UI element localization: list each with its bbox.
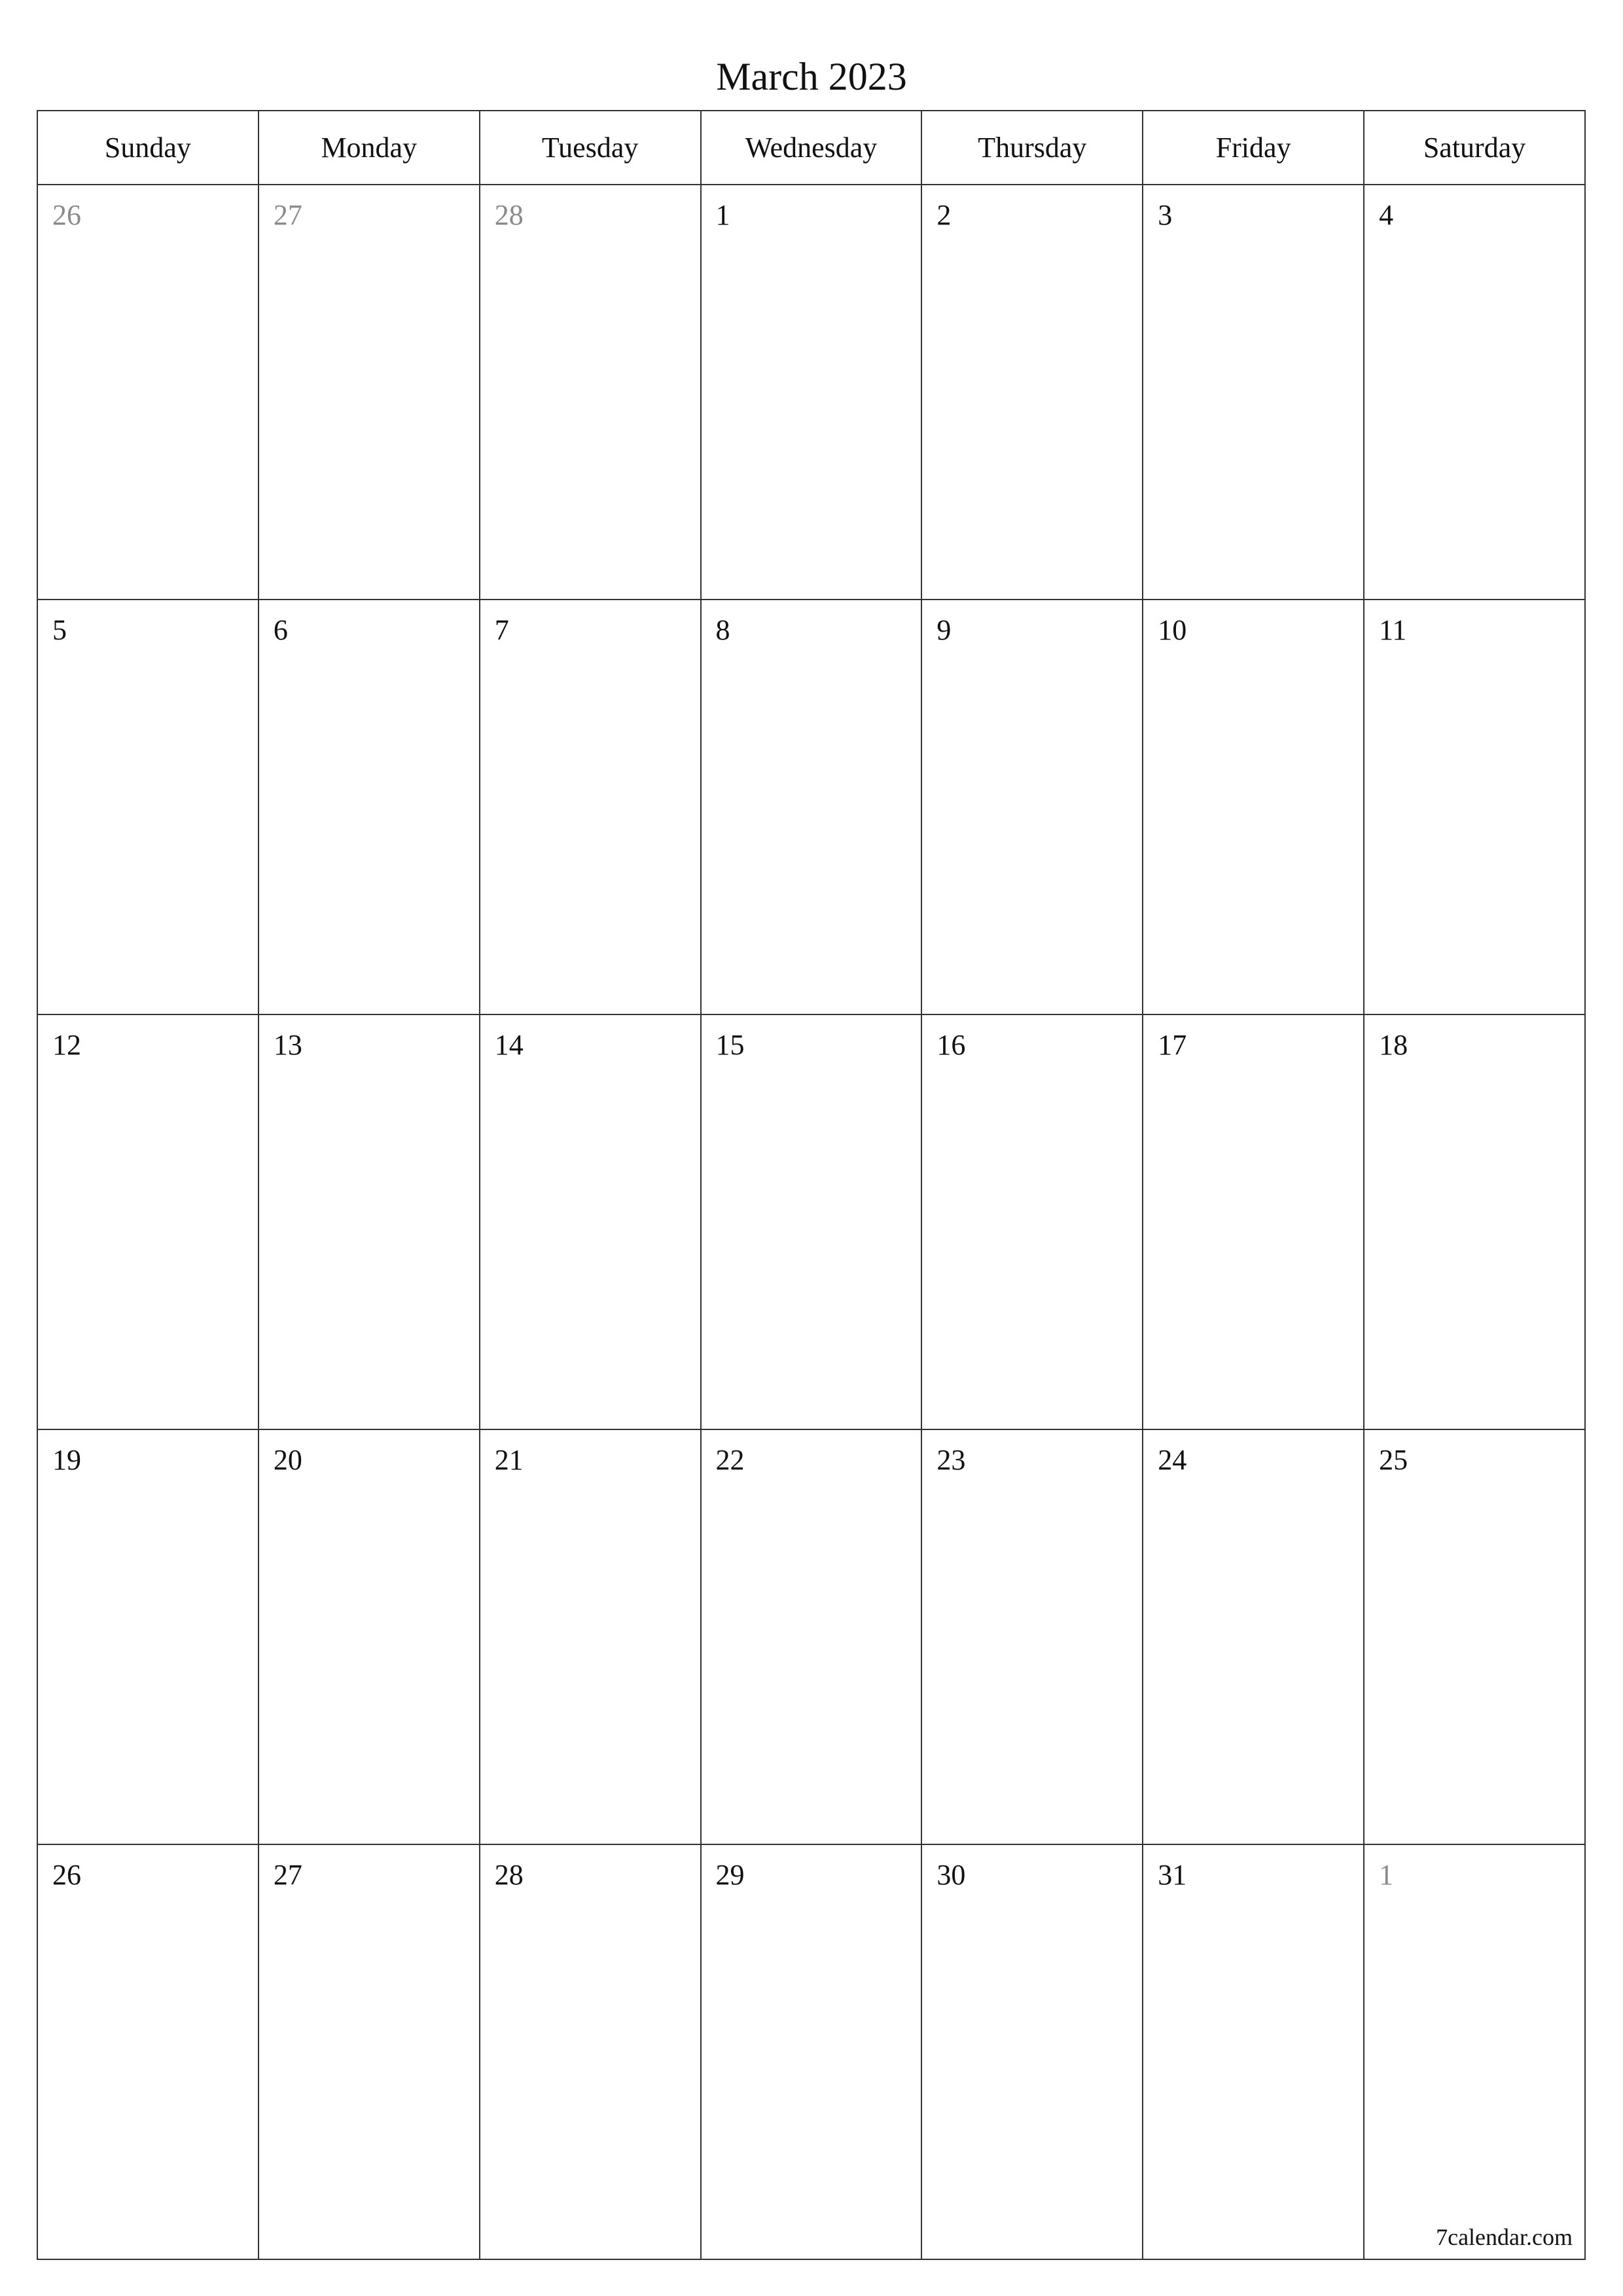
day-number: 6 [273, 614, 288, 646]
day-cell[interactable] [259, 185, 480, 600]
day-cell[interactable] [1364, 1844, 1585, 2259]
week-row [37, 185, 1585, 600]
day-cell[interactable] [1143, 600, 1364, 1014]
day-cell[interactable] [701, 1844, 922, 2259]
day-cell[interactable] [480, 1014, 701, 1429]
day-number: 31 [1158, 1859, 1187, 1891]
weekday-header-monday: Monday [259, 111, 480, 185]
day-cell[interactable] [921, 1014, 1143, 1429]
week-row [37, 600, 1585, 1014]
weekday-header-friday: Friday [1143, 111, 1364, 185]
day-number: 27 [273, 1859, 302, 1891]
day-number: 27 [273, 199, 302, 231]
day-number: 15 [715, 1029, 745, 1061]
day-cell[interactable] [259, 600, 480, 1014]
day-number: 1 [1379, 1859, 1394, 1891]
day-number: 19 [52, 1444, 81, 1476]
day-number: 26 [52, 199, 81, 231]
day-number: 2 [936, 199, 952, 231]
day-cell[interactable] [1143, 1429, 1364, 1844]
day-cell[interactable] [921, 1429, 1143, 1844]
weekday-header-tuesday: Tuesday [480, 111, 701, 185]
calendar-grid [37, 110, 1586, 2260]
day-number: 23 [936, 1444, 966, 1476]
weekday-header-saturday: Saturday [1364, 111, 1585, 185]
day-number: 25 [1379, 1444, 1408, 1476]
day-number: 4 [1379, 199, 1394, 231]
day-cell[interactable] [259, 1844, 480, 2259]
day-cell[interactable] [1143, 1844, 1364, 2259]
day-cell[interactable] [1143, 185, 1364, 600]
week-row [37, 1429, 1585, 1844]
day-cell[interactable] [1364, 1014, 1585, 1429]
day-cell[interactable] [259, 1014, 480, 1429]
day-cell[interactable] [37, 600, 259, 1014]
weekday-header-row [37, 111, 1585, 185]
day-number: 28 [494, 199, 524, 231]
day-number: 22 [715, 1444, 745, 1476]
day-cell[interactable] [1364, 1429, 1585, 1844]
weekday-header-thursday: Thursday [921, 111, 1143, 185]
day-cell[interactable] [480, 1429, 701, 1844]
day-number: 7 [494, 614, 509, 646]
day-number: 24 [1158, 1444, 1187, 1476]
day-cell[interactable] [701, 1429, 922, 1844]
day-number: 18 [1379, 1029, 1408, 1061]
day-number: 10 [1158, 614, 1187, 646]
day-cell[interactable] [480, 600, 701, 1014]
day-number: 3 [1158, 199, 1173, 231]
day-number: 20 [273, 1444, 302, 1476]
weekday-header-sunday: Sunday [37, 111, 259, 185]
day-number: 13 [273, 1029, 302, 1061]
day-cell[interactable] [480, 185, 701, 600]
day-number: 30 [936, 1859, 966, 1891]
day-number: 1 [715, 199, 730, 231]
day-number: 8 [715, 614, 730, 646]
week-row [37, 1844, 1585, 2259]
day-number: 17 [1158, 1029, 1187, 1061]
day-cell[interactable] [1364, 600, 1585, 1014]
day-number: 26 [52, 1859, 81, 1891]
footer-credit: 7calendar.com [1436, 2224, 1573, 2250]
day-number: 14 [494, 1029, 524, 1061]
day-cell[interactable] [701, 185, 922, 600]
day-number: 29 [715, 1859, 745, 1891]
day-cell[interactable] [1364, 185, 1585, 600]
day-number: 12 [52, 1029, 81, 1061]
day-cell[interactable] [921, 1844, 1143, 2259]
day-number: 28 [494, 1859, 524, 1891]
day-cell[interactable] [921, 600, 1143, 1014]
day-number: 11 [1379, 614, 1407, 646]
day-cell[interactable] [259, 1429, 480, 1844]
day-cell[interactable] [701, 1014, 922, 1429]
day-cell[interactable] [37, 1014, 259, 1429]
day-cell[interactable] [921, 185, 1143, 600]
day-cell[interactable] [37, 185, 259, 600]
day-cell[interactable] [1143, 1014, 1364, 1429]
day-number: 21 [494, 1444, 524, 1476]
day-cell[interactable] [701, 600, 922, 1014]
day-cell[interactable] [37, 1429, 259, 1844]
day-number: 9 [936, 614, 952, 646]
page-title: March 2023 [716, 55, 907, 98]
weekday-header-wednesday: Wednesday [701, 111, 922, 185]
week-row [37, 1014, 1585, 1429]
day-number: 16 [936, 1029, 966, 1061]
day-cell[interactable] [480, 1844, 701, 2259]
day-number: 5 [52, 614, 67, 646]
day-cell[interactable] [37, 1844, 259, 2259]
